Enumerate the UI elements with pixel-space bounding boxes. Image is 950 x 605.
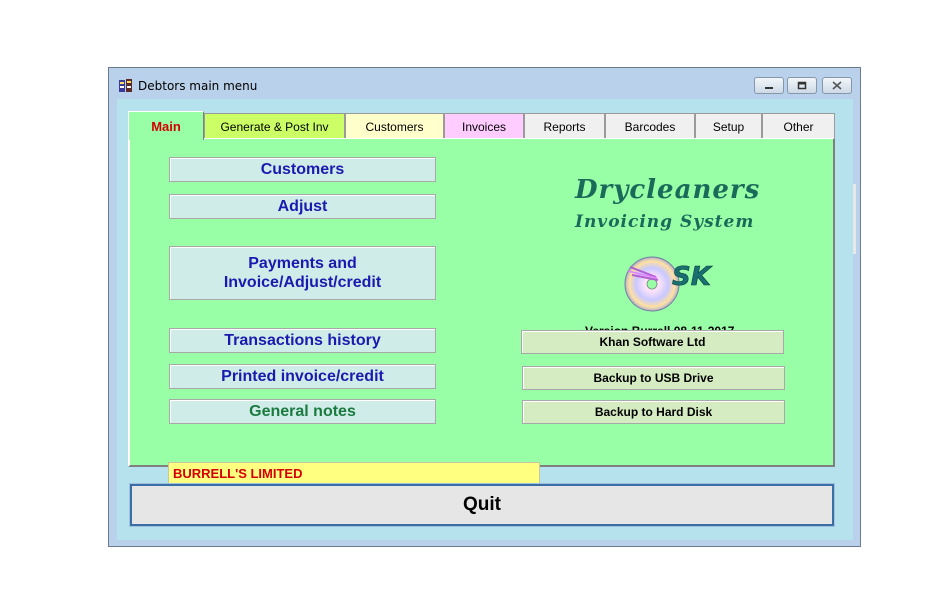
tab-bar [128,111,835,139]
tab-reports[interactable]: Reports [524,113,605,139]
printed-invoice-credit-button[interactable]: Printed invoice/credit [169,364,436,389]
general-notes-button[interactable]: General notes [169,399,436,424]
tab-generate-post-inv[interactable]: Generate & Post Inv [204,113,345,139]
restore-button[interactable] [787,77,817,94]
main-tab-panel [128,138,835,481]
tab-other[interactable]: Other [762,113,835,139]
tab-setup[interactable]: Setup [695,113,762,139]
minimize-icon [764,82,774,90]
brand-title: Drycleaners [575,175,761,205]
khan-software-button[interactable]: Khan Software Ltd [521,330,784,354]
brand-subtitle: Invoicing System [575,212,755,232]
adjust-button[interactable]: Adjust [169,194,436,219]
tab-invoices[interactable]: Invoices [444,113,524,139]
close-icon [832,81,842,90]
app-icon [118,78,134,93]
sk-logo [622,247,722,313]
tab-barcodes[interactable]: Barcodes [605,113,695,139]
window-title: Debtors main menu [138,79,258,93]
transactions-history-button[interactable]: Transactions history [169,328,436,353]
app-window [108,67,861,547]
payments-button-line1: Payments and [248,255,357,272]
tab-customers[interactable]: Customers [345,113,444,139]
close-button[interactable] [822,77,852,94]
client-area [117,99,853,540]
payments-button[interactable] [169,246,436,300]
title-bar[interactable] [109,68,860,100]
restore-icon [797,81,807,90]
background-window-edge [853,184,856,254]
backup-usb-button[interactable]: Backup to USB Drive [522,366,785,390]
quit-button[interactable]: Quit [130,484,834,526]
company-name-field: BURRELL'S LIMITED [168,462,540,485]
tab-main[interactable]: Main [128,111,204,140]
customers-button[interactable]: Customers [169,157,436,182]
backup-hard-disk-button[interactable]: Backup to Hard Disk [522,400,785,424]
logo-text: SK [672,262,711,292]
minimize-button[interactable] [754,77,784,94]
payments-button-line2: Invoice/Adjust/credit [223,274,382,291]
